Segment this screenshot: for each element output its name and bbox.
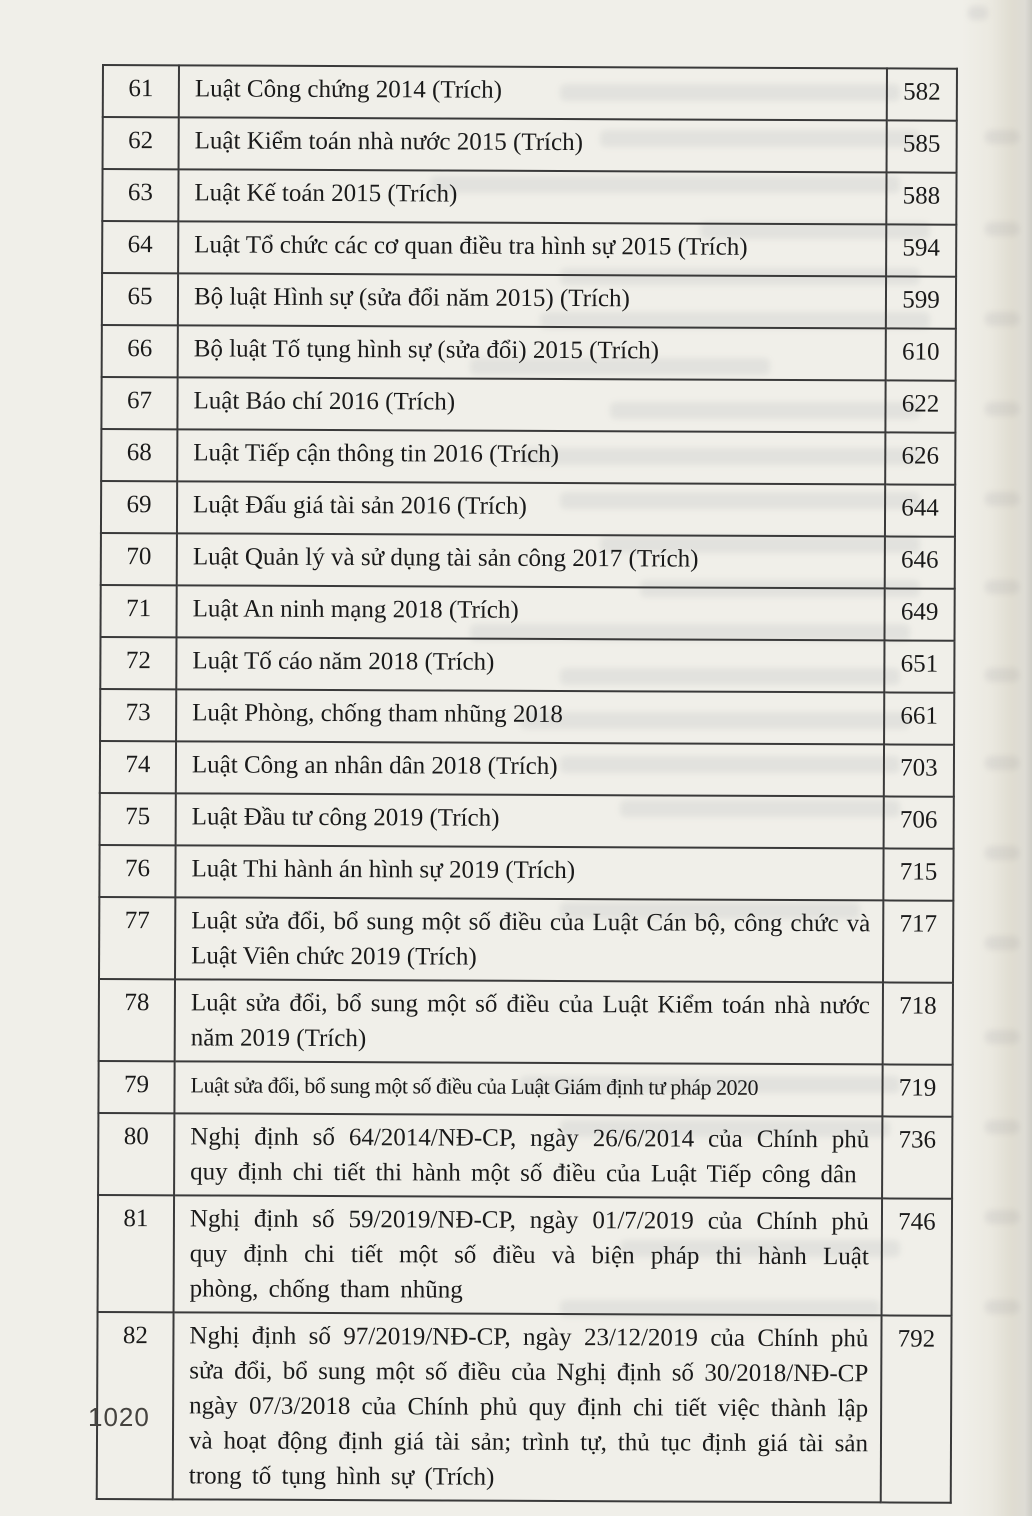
law-title-cell: Luật Tiếp cận thông tin 2016 (Trích) (177, 429, 885, 484)
page-number-cell: 582 (887, 68, 957, 120)
bleed-through-mark (968, 6, 988, 20)
bleed-through-mark (985, 312, 1019, 326)
page-number-cell: 717 (883, 900, 953, 982)
toc-row (101, 533, 955, 589)
page-number-cell: 599 (886, 276, 956, 328)
bleed-through-mark (985, 1030, 1019, 1044)
entry-number-cell: 78 (99, 979, 175, 1061)
bleed-through-mark (985, 936, 1019, 950)
entry-number-cell: 72 (100, 637, 176, 689)
toc-row (102, 325, 956, 381)
law-title-cell: Luật sửa đổi, bổ sung một số điều của Luật Cán bộ, công chức và Luật Viên chức 2019 (Trích) (175, 897, 883, 982)
law-title-cell: Nghị định số 59/2019/NĐ-CP, ngày 01/7/2019 của Chính phủ quy định chi tiết một số điều và biện pháp thi hành Luật phòng, chống tham nhũng (174, 1195, 883, 1315)
page-number-cell: 626 (885, 432, 955, 484)
page-number-cell: 718 (883, 982, 953, 1064)
entry-number-cell: 77 (99, 897, 175, 979)
entry-number-cell: 70 (101, 533, 177, 585)
bleed-through-mark (985, 492, 1019, 506)
page-number-cell: 715 (883, 848, 953, 900)
law-title-cell: Luật Công chứng 2014 (Trích) (179, 65, 887, 120)
bleed-through-mark (985, 222, 1019, 236)
page-number-cell: 594 (886, 224, 956, 276)
page-number-cell: 719 (882, 1064, 952, 1116)
folio-page-number: 1020 (88, 1402, 150, 1432)
toc-row (103, 117, 957, 173)
page-number-cell: 706 (884, 796, 954, 848)
page-number-cell: 651 (884, 640, 954, 692)
page-number-cell: 703 (884, 744, 954, 796)
entry-number-cell: 75 (100, 793, 176, 845)
law-title-cell: Luật Tố cáo năm 2018 (Trích) (176, 637, 884, 692)
scan-edge-shadow (962, 0, 1032, 1516)
toc-row (102, 169, 956, 225)
toc-row (103, 65, 957, 121)
page-number-cell: 585 (887, 120, 957, 172)
entry-number-cell: 74 (100, 741, 176, 793)
contents-table (96, 64, 958, 1504)
bleed-through-mark (985, 402, 1019, 416)
contents-table-wrap (96, 64, 958, 1504)
entry-number-cell: 81 (98, 1195, 175, 1312)
page-number-cell: 622 (885, 380, 955, 432)
law-title-cell: Luật sửa đổi, bổ sung một số điều của Luật Kiểm toán nhà nước năm 2019 (Trích) (175, 979, 883, 1064)
entry-number-cell: 82 (97, 1312, 174, 1499)
law-title-cell: Luật Kiểm toán nhà nước 2015 (Trích) (179, 117, 887, 172)
toc-row (101, 429, 955, 485)
entry-number-cell: 71 (100, 585, 176, 637)
bleed-through-mark (985, 580, 1019, 594)
law-title-cell: Bộ luật Hình sự (sửa đổi năm 2015) (Trích) (178, 273, 886, 328)
law-title-cell: Luật Đấu giá tài sản 2016 (Trích) (177, 481, 885, 536)
law-title-cell: Nghị định số 64/2014/NĐ-CP, ngày 26/6/2014 của Chính phủ quy định chi tiết thi hành một số điều của Luật Tiếp công dân (174, 1113, 882, 1198)
entry-number-cell: 66 (102, 325, 178, 377)
toc-row (101, 377, 955, 433)
bleed-through-mark (985, 1120, 1019, 1134)
page-number-cell: 649 (884, 588, 954, 640)
entry-number-cell: 65 (102, 273, 178, 325)
law-title-cell: Luật Phòng, chống tham nhũng 2018 (176, 689, 884, 744)
toc-row (100, 585, 954, 641)
bleed-through-mark (985, 756, 1019, 770)
bleed-through-mark (985, 668, 1019, 682)
entry-number-cell: 69 (101, 481, 177, 533)
page-number-cell: 610 (886, 328, 956, 380)
entry-number-cell: 61 (103, 65, 179, 117)
law-title-cell: Bộ luật Tố tụng hình sự (sửa đổi) 2015 (Trích) (178, 325, 886, 380)
law-title-cell: Luật Đầu tư công 2019 (Trích) (176, 793, 884, 848)
toc-row (98, 1195, 953, 1316)
law-title-cell: Luật Tổ chức các cơ quan điều tra hình sự 2015 (Trích) (178, 221, 886, 276)
entry-number-cell: 67 (101, 377, 177, 429)
toc-row (99, 979, 953, 1065)
entry-number-cell: 79 (98, 1061, 174, 1113)
entry-number-cell: 62 (103, 117, 179, 169)
page-number-cell: 646 (885, 536, 955, 588)
bleed-through-mark (985, 1300, 1019, 1314)
entry-number-cell: 68 (101, 429, 177, 481)
law-title-cell: Luật An ninh mạng 2018 (Trích) (176, 585, 884, 640)
law-title-cell: Luật Báo chí 2016 (Trích) (177, 377, 885, 432)
toc-row (102, 221, 956, 277)
toc-row (99, 845, 953, 901)
toc-row (98, 1113, 952, 1199)
law-title-cell: Nghị định số 97/2019/NĐ-CP, ngày 23/12/2019 của Chính phủ sửa đổi, bổ sung một số điều của Nghị định số 30/2018/NĐ-CP ngày 07/3/2018 của Chính phủ quy định chi tiết việc thành lập và hoạt động định giá tài sản; trình tự, thủ tục định giá tài sản trong tố tụng hình sự (Trích) (173, 1312, 882, 1502)
toc-row (98, 1061, 952, 1117)
entry-number-cell: 80 (98, 1113, 174, 1195)
entry-number-cell: 73 (100, 689, 176, 741)
page-number-cell: 736 (882, 1116, 952, 1198)
toc-row (100, 793, 954, 849)
toc-row (99, 897, 953, 983)
page-number-cell: 792 (881, 1315, 952, 1502)
law-title-cell: Luật Công an nhân dân 2018 (Trích) (176, 741, 884, 796)
toc-row (100, 689, 954, 745)
entry-number-cell: 64 (102, 221, 178, 273)
law-title-cell: Luật sửa đổi, bổ sung một số điều của Luật Giám định tư pháp 2020 (174, 1061, 882, 1116)
toc-row (102, 273, 956, 329)
toc-row (101, 481, 955, 537)
toc-row (97, 1312, 952, 1503)
bleed-through-mark (985, 1210, 1019, 1224)
page-number-cell: 661 (884, 692, 954, 744)
law-title-cell: Luật Thi hành án hình sự 2019 (Trích) (175, 845, 883, 900)
page-number-cell: 644 (885, 484, 955, 536)
toc-row (100, 741, 954, 797)
entry-number-cell: 63 (102, 169, 178, 221)
toc-row (100, 637, 954, 693)
bleed-through-mark (985, 130, 1019, 144)
law-title-cell: Luật Kế toán 2015 (Trích) (178, 169, 886, 224)
page-number-cell: 588 (886, 172, 956, 224)
entry-number-cell: 76 (99, 845, 175, 897)
page-number-cell: 746 (882, 1198, 953, 1315)
law-title-cell: Luật Quản lý và sử dụng tài sản công 2017 (Trích) (177, 533, 885, 588)
bleed-through-mark (985, 846, 1019, 860)
